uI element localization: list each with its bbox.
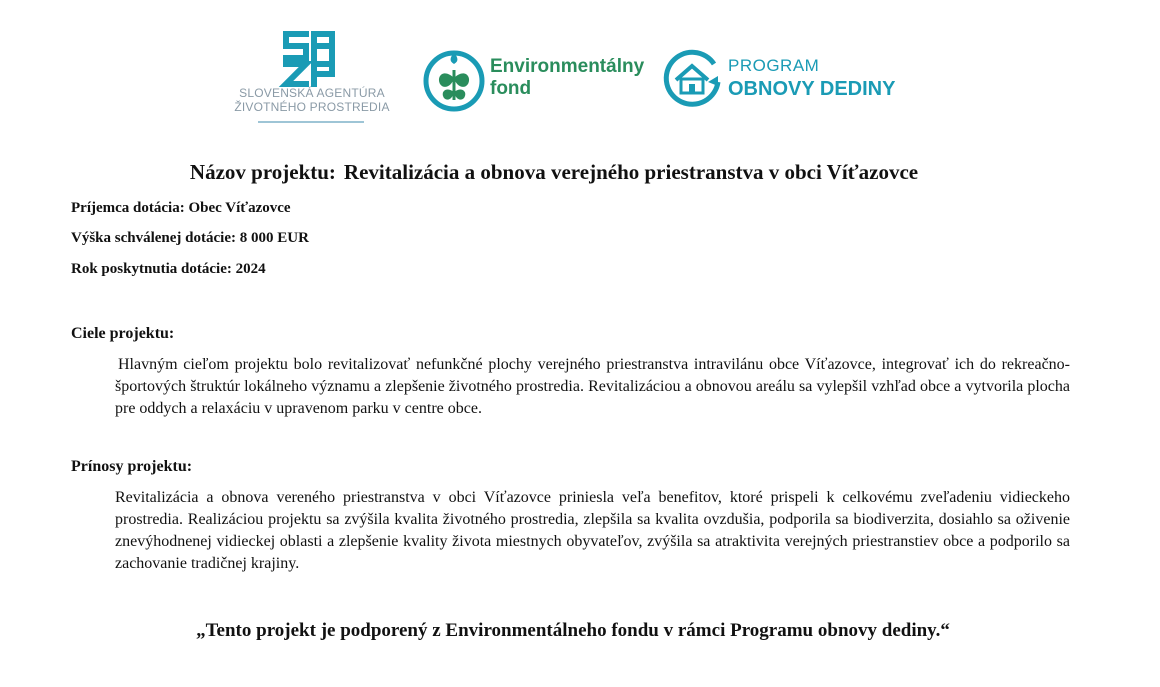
goals-paragraph: Hlavným cieľom projektu bolo revitalizovať nefunkčné plochy verejného priestranstva intravilánu obce Víťazovce, integrovať ich do rekreačno-športových štruktúr lokálneho významu a zlepšenie životného prostredia. Revitalizáciou a obnovou areálu sa vylepšil vzhľad obce a vytvorila plocha pre oddych a relaxáciu v upravenom parku v centre obce. xyxy=(115,356,1070,417)
sazp-mark-icon xyxy=(228,28,398,88)
benefits-paragraph: Revitalizácia a obnova vereného priestranstva v obci Víťazovce priniesla veľa benefitov, ktoré prispeli k celkovému zveľadeniu vidieckeho prostredia. Realizáciou projektu sa zvýšila kvalita životného prostredia, zlepšila sa kvalita ovzdušia, podporila sa biodiverzita, dosiahlo sa oživenie znevýhodnenej vidieckej oblasti a zlepšenie kvality života miestnych obyvateľov, zvýšila sa atraktivita verejných priestranstiev obce a podporilo sa zachovanie tradičnej krajiny. xyxy=(115,489,1070,572)
sazp-logo xyxy=(228,28,398,124)
leaf-drop-icon xyxy=(422,48,486,112)
environmental-fund-line2: fond xyxy=(490,78,532,99)
environmental-fund-text xyxy=(490,56,644,100)
project-title xyxy=(0,160,1108,185)
project-title-value: Revitalizácia a obnova verejného priestranstva v obci Víťazovce xyxy=(343,160,919,184)
year-line: Rok poskytnutia dotácie: 2024 xyxy=(71,261,266,277)
environmental-fund-logo xyxy=(422,48,657,112)
program-obnovy-dediny-logo xyxy=(662,46,922,114)
logo-bar xyxy=(0,26,1160,131)
house-cycle-icon xyxy=(662,46,724,108)
program-subtitle: OBNOVY DEDINY xyxy=(728,78,896,100)
program-label: PROGRAM xyxy=(728,56,820,75)
sazp-underline xyxy=(258,121,364,123)
goals-heading: Ciele projektu: xyxy=(71,325,175,342)
benefits-heading: Prínosy projektu: xyxy=(71,458,193,475)
recipient-line: Príjemca dotácia: Obec Víťazovce xyxy=(71,200,291,216)
environmental-fund-line1: Environmentálny xyxy=(490,56,645,77)
sazp-text: SLOVENSKÁ AGENTÚRA ŽIVOTNÉHO PROSTREDIA xyxy=(234,86,390,114)
support-statement: „Tento projekt je podporený z Environmentálneho fondu v rámci Programu obnovy dediny.“ xyxy=(196,620,950,641)
project-title-label: Názov projektu: xyxy=(189,160,336,184)
amount-line: Výška schválenej dotácie: 8 000 EUR xyxy=(71,230,309,246)
